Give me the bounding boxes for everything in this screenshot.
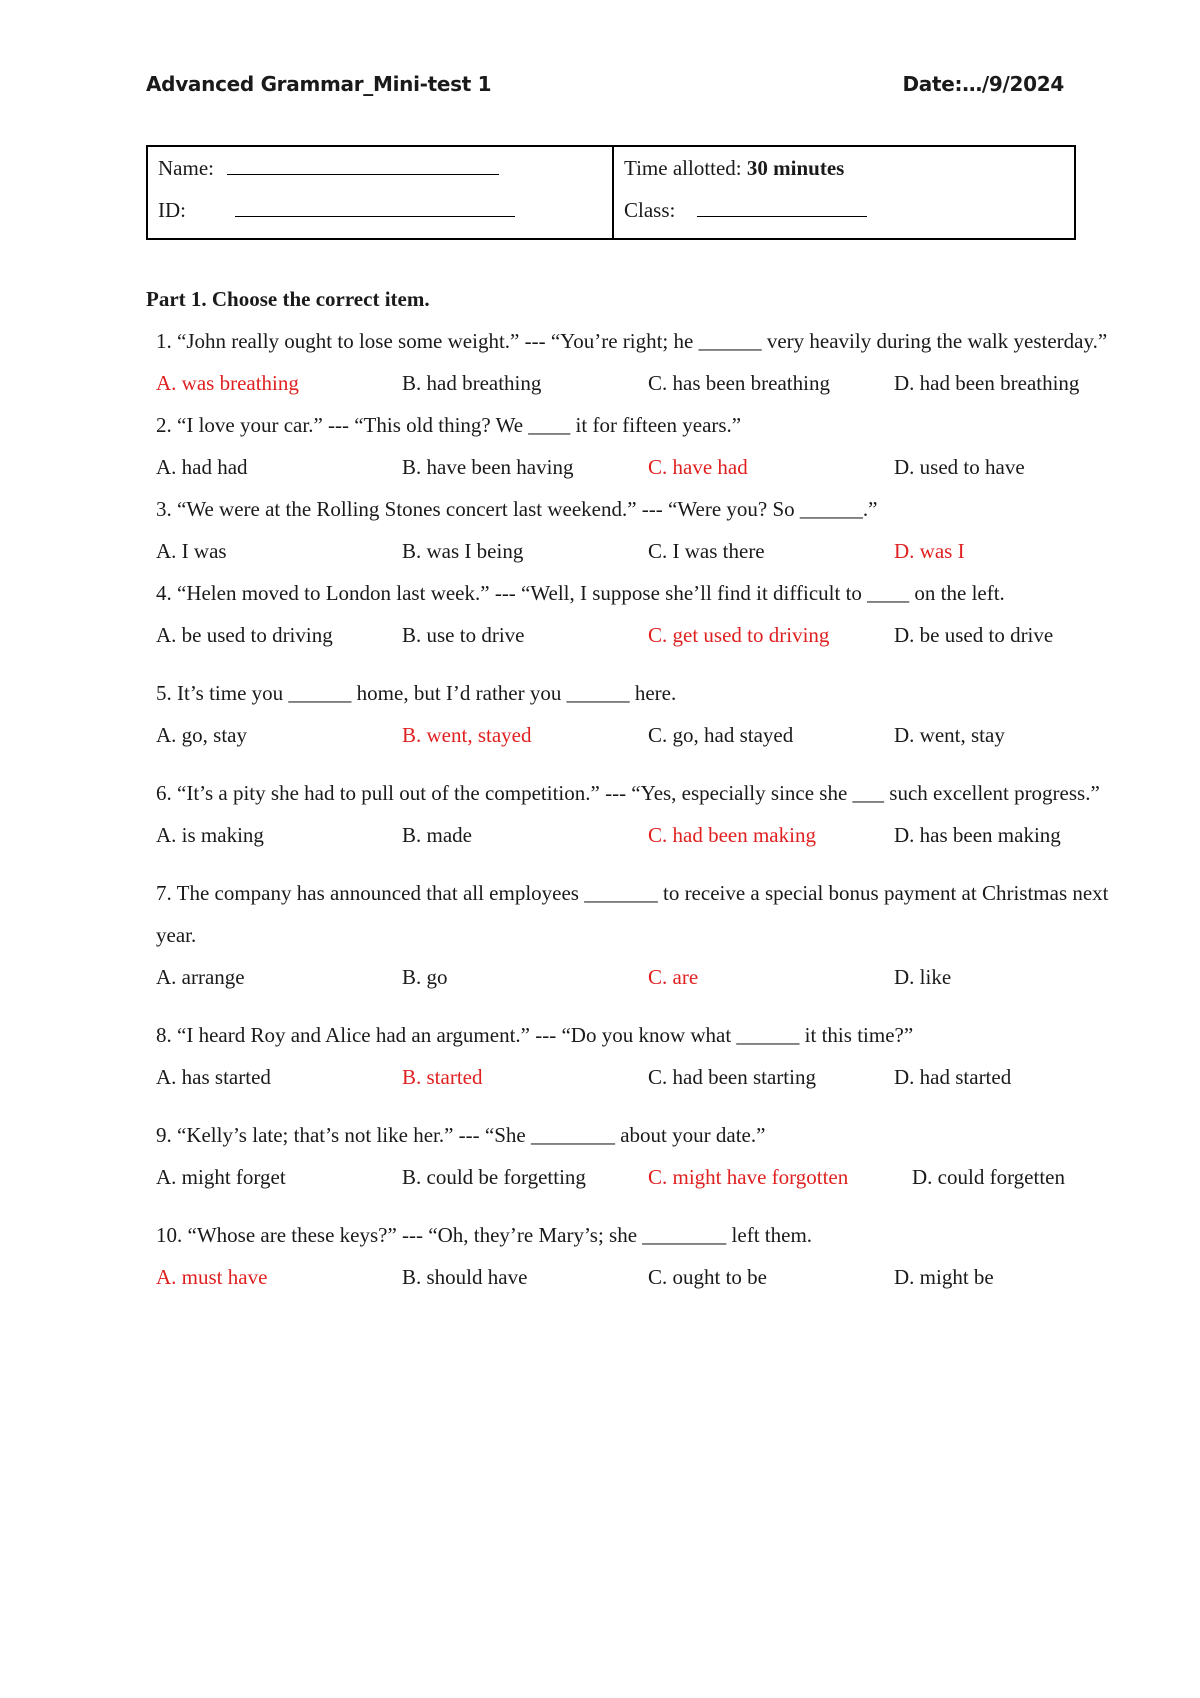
answer-options (146, 1256, 1136, 1298)
question-7 (146, 872, 1136, 1014)
answer-options (146, 714, 1136, 756)
part1-title: Part 1. Choose the correct item. (146, 287, 430, 311)
question-text: 4. “Helen moved to London last week.” --- “Well, I suppose she’ll find it difficult to ____ on the left. (156, 581, 1005, 605)
question-1 (146, 320, 1136, 404)
option-d[interactable]: D. like (894, 965, 952, 989)
option-a-correct[interactable]: A. must have (156, 1265, 268, 1289)
option-b-correct[interactable]: B. went, stayed (402, 723, 532, 747)
question-text: 10. “Whose are these keys?” --- “Oh, they’re Mary’s; she ________ left them. (156, 1223, 813, 1247)
id-row (158, 191, 602, 233)
class-label: Class: (624, 198, 676, 222)
option-c-correct[interactable]: C. might have forgotten (648, 1165, 849, 1189)
question-9 (146, 1114, 1136, 1214)
answer-options (146, 614, 1136, 656)
option-d[interactable]: D. has been making (894, 823, 1061, 847)
option-c[interactable]: C. had been starting (648, 1065, 816, 1089)
option-c-correct[interactable]: C. get used to driving (648, 623, 830, 647)
option-b-correct[interactable]: B. started (402, 1065, 483, 1089)
option-d[interactable]: D. went, stay (894, 723, 1005, 747)
option-b[interactable]: B. go (402, 965, 448, 989)
answer-options (146, 446, 1136, 488)
option-a[interactable]: A. might forget (156, 1165, 286, 1189)
question-text: 5. It’s time you ______ home, but I’d rather you ______ here. (156, 681, 677, 705)
document-header (146, 72, 1064, 96)
option-a[interactable]: A. I was (156, 539, 227, 563)
class-row (624, 191, 1064, 233)
student-info-right (614, 147, 1074, 238)
spacer (146, 656, 1136, 672)
time-label: Time allotted: (624, 156, 742, 180)
option-d[interactable]: D. be used to drive (894, 623, 1054, 647)
time-row (624, 149, 1064, 191)
option-c[interactable]: C. go, had stayed (648, 723, 794, 747)
test-content (146, 278, 1136, 1298)
question-text: 8. “I heard Roy and Alice had an argument.” --- “Do you know what ______ it this time?” (156, 1023, 914, 1047)
option-b[interactable]: B. have been having (402, 455, 574, 479)
option-b[interactable]: B. should have (402, 1265, 528, 1289)
option-d[interactable]: D. had been breathing (894, 371, 1080, 395)
question-8 (146, 1014, 1136, 1114)
option-c[interactable]: C. has been breathing (648, 371, 830, 395)
option-a[interactable]: A. has started (156, 1065, 271, 1089)
question-3 (146, 488, 1136, 572)
id-label: ID: (158, 198, 186, 222)
option-d[interactable]: D. might be (894, 1265, 994, 1289)
name-label: Name: (158, 156, 214, 180)
option-c-correct[interactable]: C. are (648, 965, 699, 989)
option-b[interactable]: B. had breathing (402, 371, 542, 395)
option-c-correct[interactable]: C. had been making (648, 823, 816, 847)
option-b[interactable]: B. made (402, 823, 472, 847)
option-a[interactable]: A. be used to driving (156, 623, 333, 647)
option-a[interactable]: A. had had (156, 455, 248, 479)
spacer (146, 1098, 1136, 1114)
option-c[interactable]: C. ought to be (648, 1265, 767, 1289)
spacer (146, 856, 1136, 872)
question-5 (146, 672, 1136, 772)
answer-options (146, 362, 1136, 404)
answer-options (146, 814, 1136, 856)
option-b[interactable]: B. use to drive (402, 623, 525, 647)
question-2 (146, 404, 1136, 488)
answer-options (146, 1056, 1136, 1098)
answer-options (146, 530, 1136, 572)
spacer (146, 998, 1136, 1014)
question-text: 1. “John really ought to lose some weight.” --- “You’re right; he ______ very heavily during the walk yesterday.” (156, 329, 1108, 353)
name-blank[interactable] (227, 158, 499, 175)
spacer (146, 756, 1136, 772)
question-10 (146, 1214, 1136, 1298)
option-d[interactable]: D. had started (894, 1065, 1012, 1089)
class-blank[interactable] (697, 200, 867, 217)
student-info-table (146, 145, 1076, 240)
test-date: Date:…/9/2024 (902, 72, 1064, 96)
option-a-correct[interactable]: A. was breathing (156, 371, 299, 395)
test-title: Advanced Grammar_Mini-test 1 (146, 72, 492, 96)
option-b[interactable]: B. could be forgetting (402, 1165, 586, 1189)
question-6 (146, 772, 1136, 872)
time-value: 30 minutes (746, 156, 845, 180)
option-a[interactable]: A. arrange (156, 965, 245, 989)
question-list (146, 320, 1136, 1298)
question-text: 6. “It’s a pity she had to pull out of the competition.” --- “Yes, especially since she ___ such excellent progress.” (156, 781, 1100, 805)
question-text: 7. The company has announced that all employees _______ to receive a special bonus payment at Christmas next year. (156, 881, 1109, 947)
spacer (146, 1198, 1136, 1214)
answer-options (146, 956, 1136, 998)
option-c-correct[interactable]: C. have had (648, 455, 748, 479)
question-text: 3. “We were at the Rolling Stones concert last weekend.” --- “Were you? So ______.” (156, 497, 878, 521)
question-text: 2. “I love your car.” --- “This old thing? We ____ it for fifteen years.” (156, 413, 742, 437)
question-text: 9. “Kelly’s late; that’s not like her.” --- “She ________ about your date.” (156, 1123, 766, 1147)
id-blank[interactable] (235, 200, 515, 217)
name-row (158, 149, 602, 191)
option-d-correct[interactable]: D. was I (894, 539, 965, 563)
student-info-left (148, 147, 614, 238)
question-4 (146, 572, 1136, 672)
option-c[interactable]: C. I was there (648, 539, 765, 563)
option-b[interactable]: B. was I being (402, 539, 524, 563)
option-d[interactable]: D. could forgetten (912, 1165, 1065, 1189)
option-a[interactable]: A. is making (156, 823, 264, 847)
answer-options (146, 1156, 1136, 1198)
option-d[interactable]: D. used to have (894, 455, 1025, 479)
option-a[interactable]: A. go, stay (156, 723, 247, 747)
